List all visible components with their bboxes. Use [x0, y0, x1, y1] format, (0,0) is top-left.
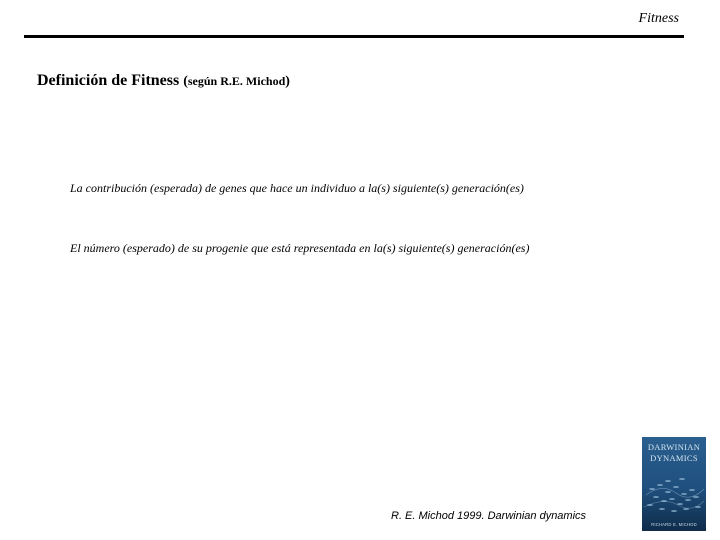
header-divider: [24, 35, 684, 38]
slide-heading: [37, 72, 290, 90]
book-title-line1: DARWINIAN: [647, 442, 701, 452]
heading-open-paren: (: [183, 74, 188, 89]
definition-2: El número (esperado) de su progenie que está representada en la(s) siguiente(s) generación(es): [70, 241, 530, 255]
heading-main-text: Definición de Fitness: [37, 72, 184, 89]
heading-close-paren: ): [285, 74, 290, 89]
citation: R. E. Michod 1999. Darwinian dynamics: [391, 510, 587, 522]
book-title-line2: DYNAMICS: [650, 453, 698, 463]
book-cover-image: [642, 437, 706, 531]
heading-subtitle: según R.E. Michod: [187, 74, 286, 88]
header-title: Fitness: [638, 11, 679, 26]
definition-1: La contribución (esperada) de genes que hace un individuo a la(s) siguiente(s) generación(es): [70, 181, 524, 195]
book-author: RICHARD E. MICHOD: [651, 522, 697, 527]
